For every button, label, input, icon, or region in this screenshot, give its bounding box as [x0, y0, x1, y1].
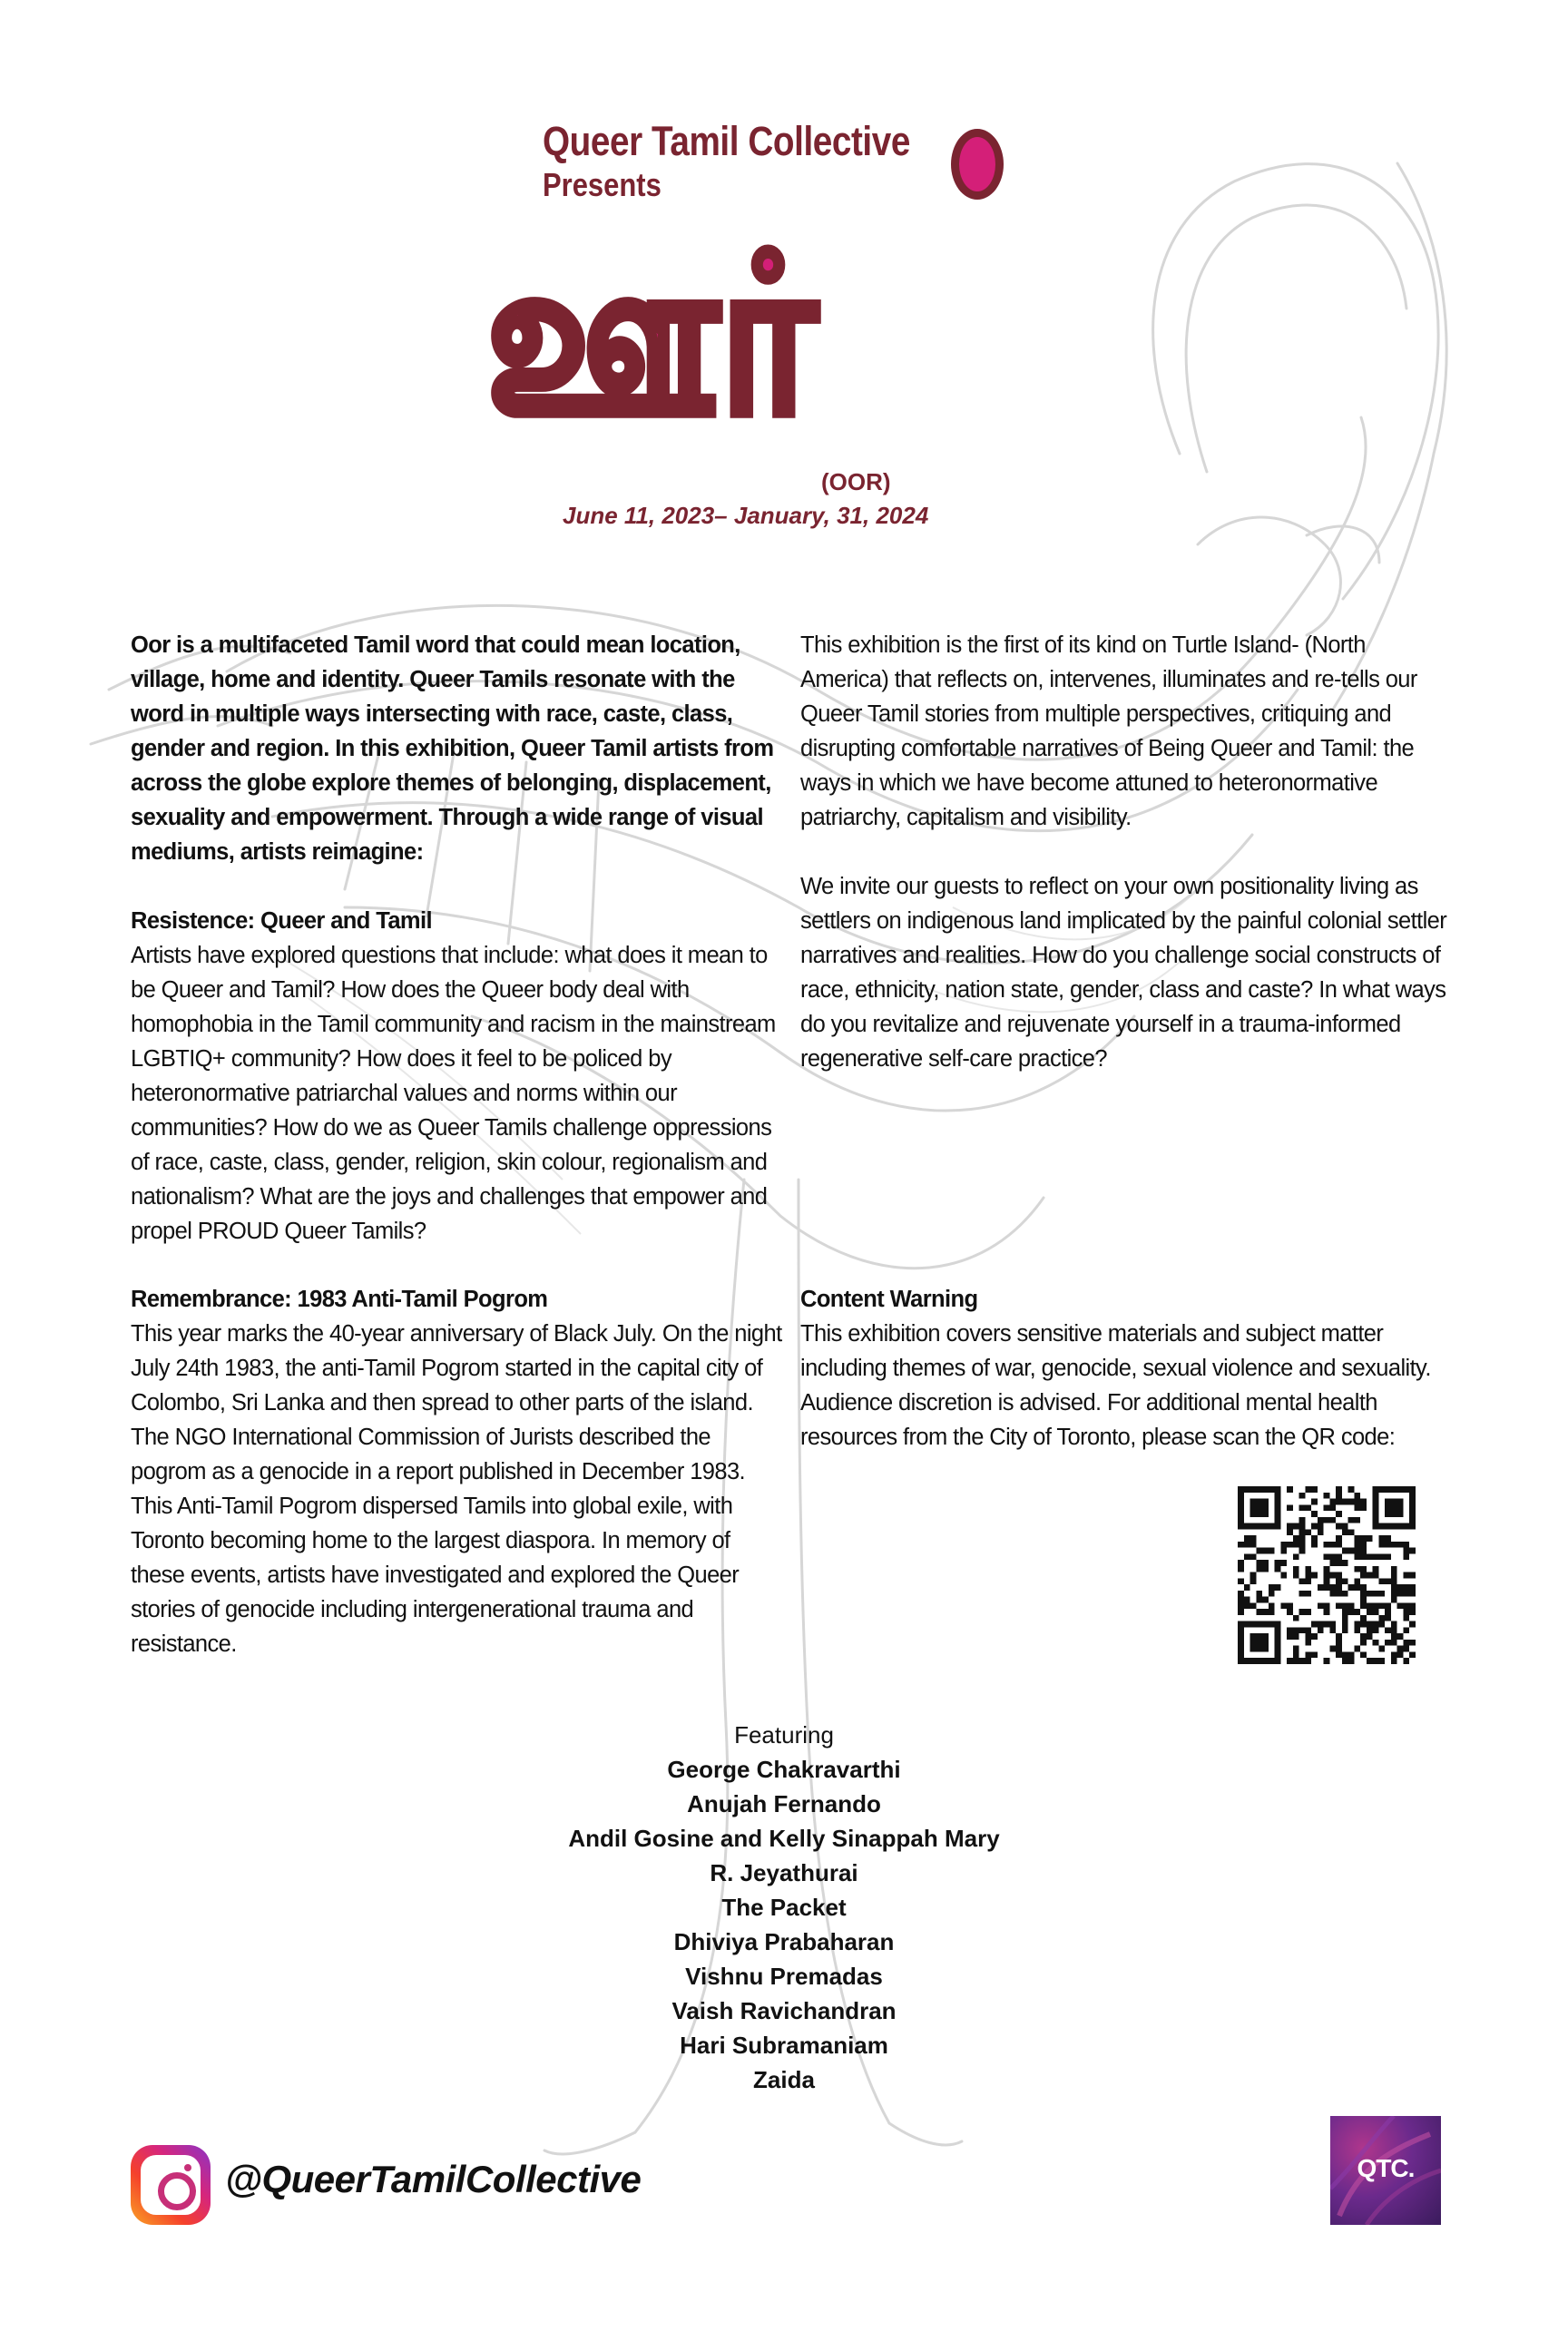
title-transliteration: (OOR) — [821, 468, 891, 495]
presents-label: Presents — [543, 166, 662, 203]
mental-health-qr-code[interactable] — [1238, 1486, 1416, 1664]
content-warning-body: This exhibition covers sensitive materials and subject matter including themes of war, genocide, sexual violence and sexuality. Audience discretion is advised. For additional mental health resources from the City of Toronto, please scan the QR code: — [800, 1321, 1431, 1450]
presenter-name: Queer Tamil Collective — [543, 118, 910, 164]
featuring-label: Featuring — [734, 1721, 834, 1749]
exhibition-paragraph-1: This exhibition is the first of its kind on Turtle Island- (North America) that reflects on, intervenes, illuminates and re-tells our Queer Tamil stories from multiple perspectives, critiquing and disrupting comfortable narratives of Being Queer and Tamil: the ways in which we have become attuned to heteronormative patriarchy, capitalism and visibility. — [800, 632, 1417, 830]
remembrance-heading: Remembrance: 1983 Anti-Tamil Pogrom — [131, 1287, 548, 1312]
title-dot-ornament — [951, 129, 1004, 200]
content-warning-heading: Content Warning — [800, 1287, 978, 1312]
qtc-logo — [1330, 2116, 1441, 2225]
right-column-lower — [800, 1282, 1454, 1455]
resistance-body: Artists have explored questions that include: what does it mean to be Queer and Tamil? How does the Queer body deal with homophobia in the Tamil community and racism in the mainstream LGBTIQ+ community? How does it feel to be policed by heteronormative patriarchal values and norms within our communities? How do we as Queer Tamils challenge oppressions of race, caste, class, gender, religion, skin colour, regionalism and nationalism? What are the joys and challenges that empower and propel PROUD Queer Tamils? — [131, 943, 776, 1244]
remembrance-body: This year marks the 40-year anniversary of Black July. On the night July 24th 1983, the anti-Tamil Pogrom started in the capital city of Colombo, Sri Lanka and then spread to other parts of the island. The NGO International Commission of Jurists described the pogrom as a genocide in a report published in December 1983. This Anti-Tamil Pogrom dispersed Tamils into global exile, with Toronto becoming home to the largest diaspora. In memory of these events, artists have investigated and explored the Queer stories of genocide including intergenerational trauma and resistance. — [131, 1321, 782, 1657]
artist-name: Andil Gosine and Kelly Sinappah Mary — [568, 1825, 1000, 1852]
qr-code-icon — [1238, 1486, 1416, 1664]
exhibition-paragraph-2: We invite our guests to reflect on your own positionality living as settlers on indigenous land implicated by the painful colonial settler narratives and realities. How do you challenge social constructs of race, ethnicity, nation state, gender, class and caste? In what ways do you revitalize and rejuvenate yourself in a trauma-informed regenerative self-care practice? — [800, 874, 1447, 1072]
artist-name: Vishnu Premadas — [685, 1963, 883, 1990]
artist-name: The Packet — [721, 1894, 847, 1921]
artist-name: R. Jeyathurai — [710, 1859, 858, 1886]
resistance-heading: Resistence: Queer and Tamil — [131, 908, 432, 934]
artist-name: Vaish Ravichandran — [671, 1997, 897, 2024]
exhibition-dates: June 11, 2023– January, 31, 2024 — [563, 502, 929, 529]
artist-name: George Chakravarthi — [667, 1756, 901, 1783]
artist-name: Anujah Fernando — [687, 1790, 881, 1817]
right-column-upper — [800, 628, 1454, 1076]
instagram-icon[interactable] — [131, 2145, 211, 2225]
qtc-logo-text: QTC. — [1357, 2154, 1415, 2182]
intro-paragraph: Oor is a multifaceted Tamil word that could mean location, village, home and identity. Queer Tamils resonate with the word in multiple ways intersecting with race, caste, class, gender and region. In this exhibition, Queer Tamil artists from across the globe explore themes of belonging, displacement, sexuality and empowerment. Through a wide range of visual mediums, artists reimagine: — [131, 632, 774, 865]
exhibition-title — [481, 127, 1116, 481]
instagram-handle[interactable]: @QueerTamilCollective — [225, 2158, 642, 2200]
artist-name: Zaida — [753, 2066, 815, 2093]
featuring-list — [512, 1718, 1056, 2097]
artist-name: Dhiviya Prabaharan — [673, 1928, 895, 1955]
left-column-lower — [131, 1282, 784, 1661]
title-tamil: ஊர் — [486, 209, 817, 463]
artist-name: Hari Subramaniam — [680, 2032, 888, 2059]
left-column-upper — [131, 628, 784, 1249]
